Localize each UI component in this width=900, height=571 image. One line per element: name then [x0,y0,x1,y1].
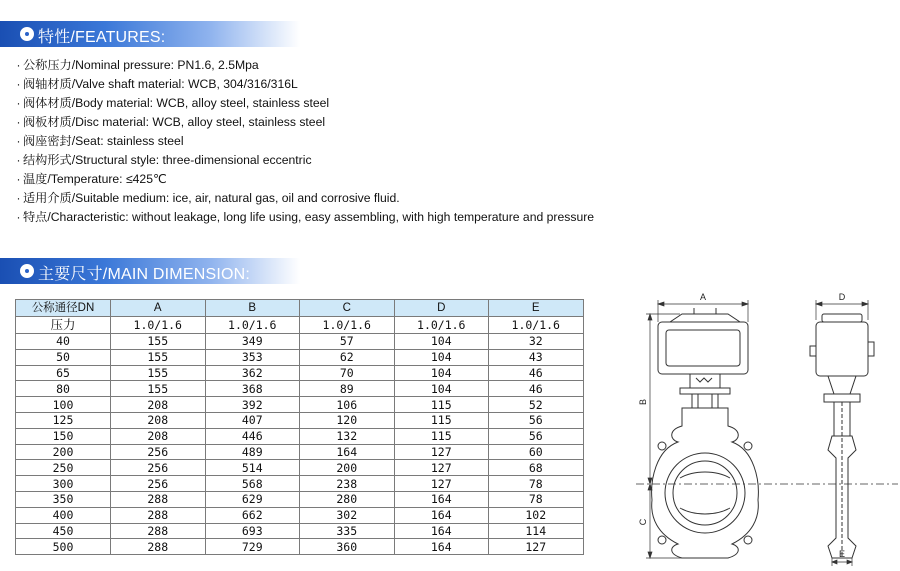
dimension-cell: 164 [394,523,489,539]
dimension-cell: 392 [205,397,300,413]
pressure-cell: 1.0/1.6 [205,317,300,334]
dimension-cell: 288 [111,507,206,523]
dn-cell: 450 [16,523,111,539]
dimension-cell: 288 [111,539,206,555]
table-row [16,539,584,555]
dn-cell: 350 [16,491,111,507]
table-row [16,523,584,539]
feature-text: 温度/Temperature: ≤425℃ [23,172,167,186]
dimension-cell: 127 [489,539,584,555]
table-row [16,491,584,507]
feature-text: 阀板材质/Disc material: WCB, alloy steel, stainless steel [23,115,326,129]
dimension-cell: 208 [111,397,206,413]
dimension-cell: 115 [394,397,489,413]
feature-item [14,56,594,75]
dimension-cell: 302 [300,507,395,523]
dimension-cell: 256 [111,476,206,492]
dimension-cell: 114 [489,523,584,539]
dimension-cell: 127 [394,460,489,476]
valve-side-view [810,314,874,558]
dimension-label-b: B [638,398,648,406]
dimension-cell: 155 [111,365,206,381]
table-row [16,412,584,428]
dimension-cell: 288 [111,491,206,507]
table-row [16,428,584,444]
features-list [14,56,594,227]
dot-bullet-icon: · [16,96,21,110]
dimension-cell: 155 [111,334,206,350]
dimension-cell: 164 [300,444,395,460]
dimension-cell: 46 [489,381,584,397]
dimension-cell: 353 [205,349,300,365]
dimension-label-d: D [838,292,846,302]
dn-cell: 500 [16,539,111,555]
dn-cell: 150 [16,428,111,444]
dimension-cell: 362 [205,365,300,381]
dimension-title: 主要尺寸/MAIN DIMENSION: [38,266,251,283]
dimension-cell: 208 [111,412,206,428]
feature-text: 公称压力/Nominal pressure: PN1.6, 2.5Mpa [23,58,259,72]
feature-text: 特点/Characteristic: without leakage, long life using, easy assembling, with high temperature and pressure [23,210,595,224]
dimension-cell: 57 [300,334,395,350]
circle-bullet-icon [20,27,34,41]
dimension-label-e: E [838,549,846,559]
dimension-cell: 489 [205,444,300,460]
valve-body-front-view [652,408,759,558]
dimension-cell: 164 [394,491,489,507]
pressure-label: 压力 [16,317,111,334]
feature-item [14,113,594,132]
dimension-cell: 115 [394,428,489,444]
dimension-cell: 256 [111,444,206,460]
dimension-cell: 200 [300,460,395,476]
dot-bullet-icon: · [16,134,21,148]
circle-bullet-icon [20,264,34,278]
valve-dimension-drawing [636,290,898,568]
dot-bullet-icon: · [16,153,21,167]
dimension-cell: 56 [489,428,584,444]
dimension-cell: 43 [489,349,584,365]
table-row [16,460,584,476]
dimension-cell: 78 [489,476,584,492]
feature-item [14,189,594,208]
dn-cell: 250 [16,460,111,476]
dimension-cell: 238 [300,476,395,492]
dimension-cell: 514 [205,460,300,476]
dn-cell: 40 [16,334,111,350]
dn-cell: 300 [16,476,111,492]
feature-item [14,132,594,151]
dimension-cell: 78 [489,491,584,507]
dimension-cell: 132 [300,428,395,444]
header-dimension: D [394,300,489,317]
dimension-cell: 629 [205,491,300,507]
dimension-cell: 104 [394,334,489,350]
dot-bullet-icon: · [16,77,21,91]
dimension-cell: 155 [111,381,206,397]
dimension-cell: 104 [394,365,489,381]
dimension-cell: 32 [489,334,584,350]
feature-text: 阀座密封/Seat: stainless steel [23,134,184,148]
dot-bullet-icon: · [16,172,21,186]
features-banner [0,21,300,47]
header-dimension: A [111,300,206,317]
dot-bullet-icon: · [16,191,21,205]
dimension-cell: 102 [489,507,584,523]
dn-cell: 100 [16,397,111,413]
dimension-cell: 335 [300,523,395,539]
table-header-row [16,300,584,317]
table-row [16,476,584,492]
dimension-cell: 89 [300,381,395,397]
dimension-cell: 280 [300,491,395,507]
dimension-cell: 56 [489,412,584,428]
dimension-cell: 127 [394,444,489,460]
dn-cell: 50 [16,349,111,365]
dn-cell: 200 [16,444,111,460]
dimension-cell: 368 [205,381,300,397]
dimension-label-a: A [699,292,707,302]
dn-cell: 65 [16,365,111,381]
dimension-cell: 115 [394,412,489,428]
dn-cell: 80 [16,381,111,397]
dimension-cell: 360 [300,539,395,555]
dimension-cell: 164 [394,539,489,555]
table-row [16,365,584,381]
pressure-cell: 1.0/1.6 [300,317,395,334]
features-title: 特性/FEATURES: [38,29,166,46]
feature-item [14,208,594,227]
dimension-cell: 256 [111,460,206,476]
header-dimension: B [205,300,300,317]
feature-text: 结构形式/Structural style: three-dimensional eccentric [23,153,312,167]
feature-item [14,151,594,170]
dot-bullet-icon: · [16,115,21,129]
header-dimension: C [300,300,395,317]
dimension-cell: 68 [489,460,584,476]
dimension-cell: 349 [205,334,300,350]
dimension-cell: 104 [394,381,489,397]
feature-text: 阀轴材质/Valve shaft material: WCB, 304/316/316L [23,77,298,91]
table-row [16,334,584,350]
dimension-cell: 662 [205,507,300,523]
dimension-table [15,299,584,555]
dimension-cell: 693 [205,523,300,539]
feature-item [14,94,594,113]
dimension-cell: 407 [205,412,300,428]
feature-item [14,170,594,189]
feature-text: 阀体材质/Body material: WCB, alloy steel, stainless steel [23,96,330,110]
dimension-cell: 60 [489,444,584,460]
dimension-cell: 127 [394,476,489,492]
dimension-cell: 120 [300,412,395,428]
dimension-cell: 106 [300,397,395,413]
table-row [16,507,584,523]
dimension-cell: 446 [205,428,300,444]
dimension-cell: 568 [205,476,300,492]
dimension-cell: 288 [111,523,206,539]
table-row [16,349,584,365]
table-row [16,444,584,460]
pressure-cell: 1.0/1.6 [111,317,206,334]
dot-bullet-icon: · [16,210,21,224]
dn-cell: 400 [16,507,111,523]
table-row [16,381,584,397]
dimension-cell: 104 [394,349,489,365]
pressure-cell: 1.0/1.6 [489,317,584,334]
dimension-cell: 729 [205,539,300,555]
dimension-cell: 208 [111,428,206,444]
dn-cell: 125 [16,412,111,428]
dimension-banner [0,258,300,284]
header-dimension: E [489,300,584,317]
table-row [16,397,584,413]
header-dn: 公称通径DN [16,300,111,317]
dimension-cell: 70 [300,365,395,381]
pressure-cell: 1.0/1.6 [394,317,489,334]
dimension-cell: 46 [489,365,584,381]
feature-item [14,75,594,94]
pressure-row [16,317,584,334]
dimension-label-c: C [638,518,648,526]
dimension-cell: 155 [111,349,206,365]
feature-text: 适用介质/Suitable medium: ice, air, natural gas, oil and corrosive fluid. [23,191,400,205]
dimension-cell: 52 [489,397,584,413]
dimension-cell: 164 [394,507,489,523]
dot-bullet-icon: · [16,58,21,72]
dimension-cell: 62 [300,349,395,365]
actuator-front-view [658,308,748,408]
